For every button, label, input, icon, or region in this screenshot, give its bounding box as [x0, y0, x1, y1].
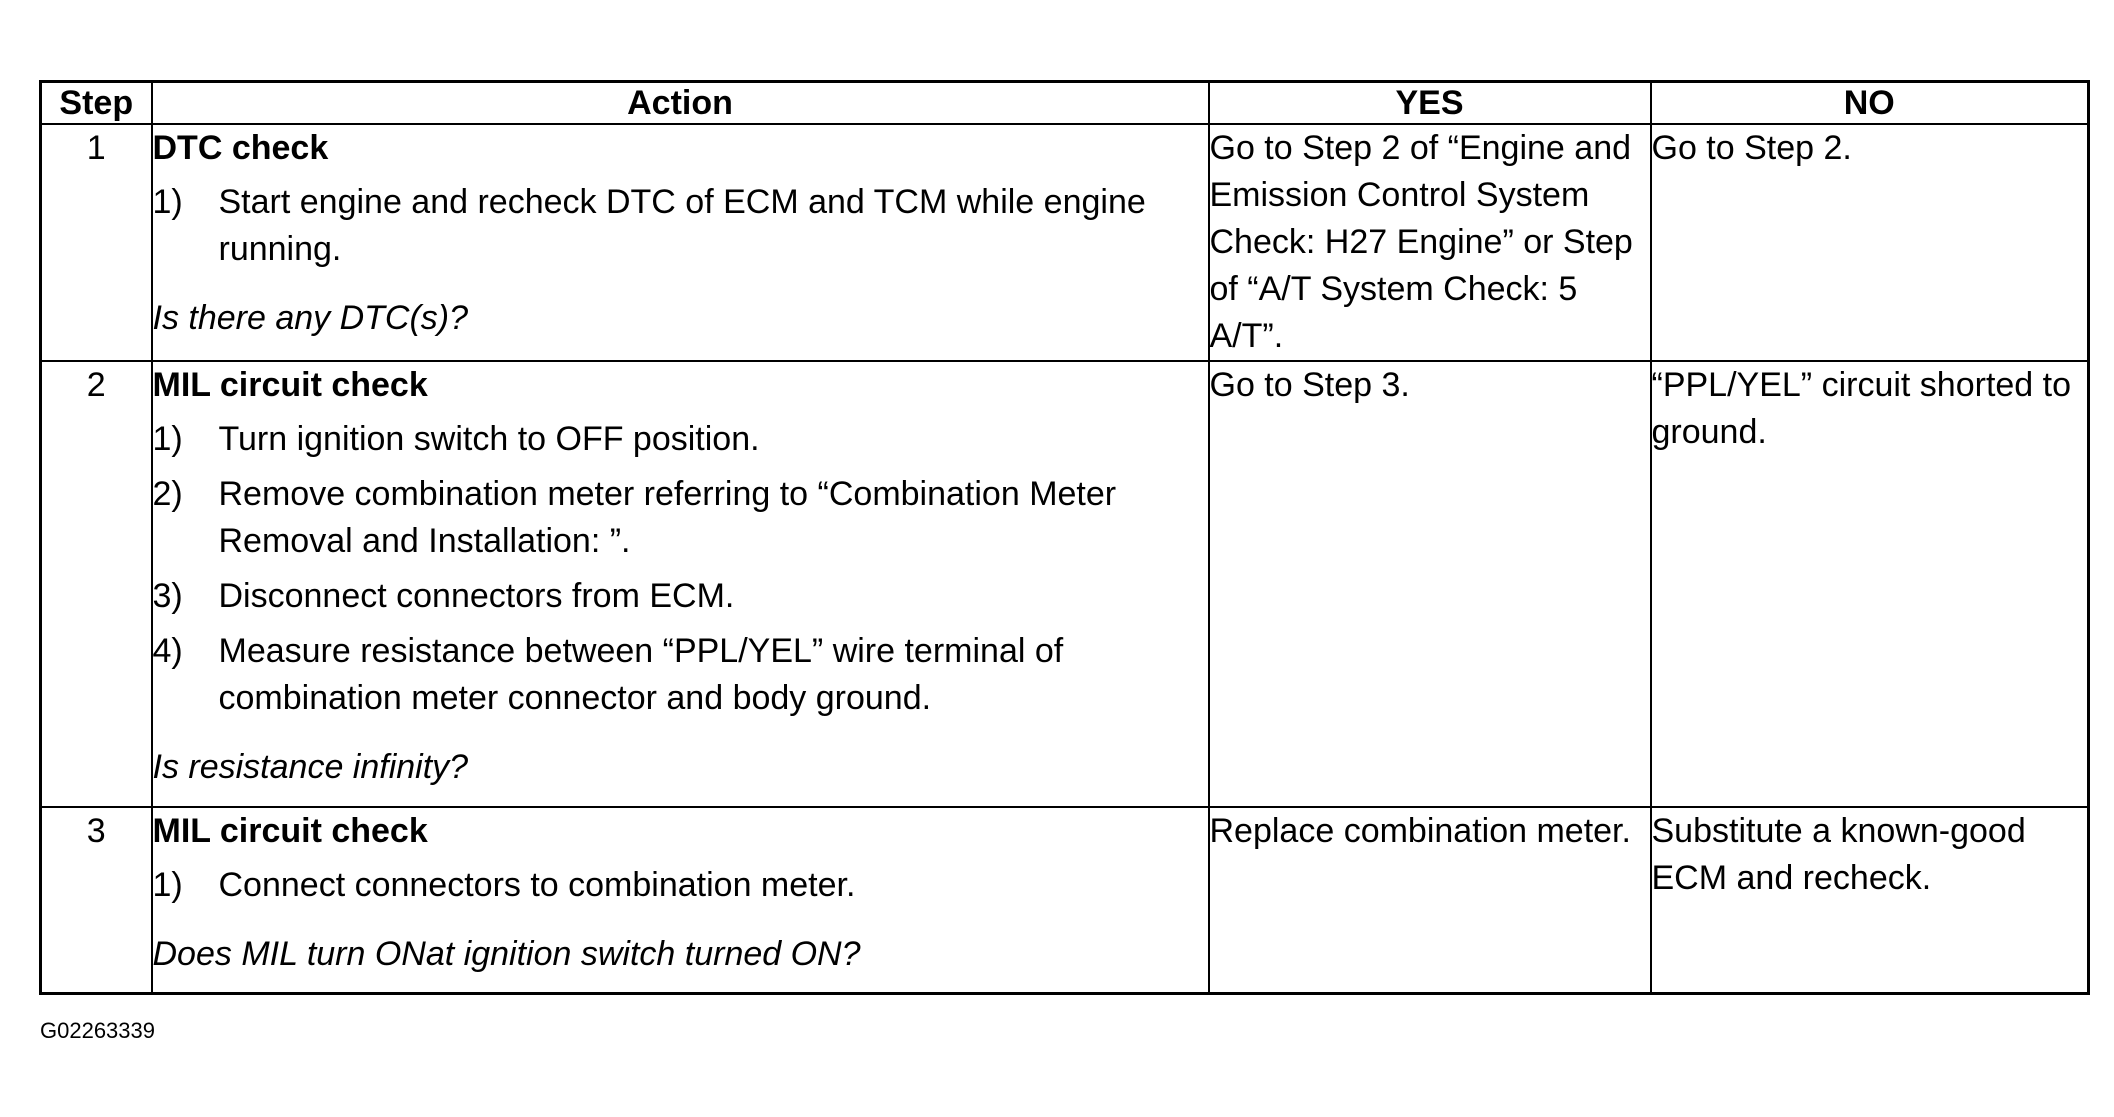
- substep-number: 4): [152, 632, 183, 670]
- substep-number: 2): [152, 475, 183, 513]
- table-row: [41, 124, 2089, 361]
- step-number: 2: [41, 361, 152, 807]
- yes-cell: Replace combination meter.: [1209, 807, 1651, 994]
- no-cell: “PPL/YEL” circuit shorted to ground.: [1651, 361, 2089, 807]
- diagnostic-table: [39, 80, 2090, 995]
- action-cell: [152, 124, 1209, 361]
- yes-cell: Go to Step 3.: [1209, 361, 1651, 807]
- step-question: Does MIL turn ONat ignition switch turned ON?: [152, 935, 861, 973]
- table-row: [41, 807, 2089, 994]
- substep-number: 1): [152, 420, 183, 458]
- substep-number: 1): [152, 183, 183, 221]
- action-cell: [152, 807, 1209, 994]
- action-cell: [152, 361, 1209, 807]
- step-number: 1: [41, 124, 152, 361]
- header-yes: YES: [1209, 82, 1651, 125]
- substep-number: 3): [152, 577, 183, 615]
- yes-cell: Go to Step 2 of “Engine and Emission Control System Check: H27 Engine” or Step of “A/T System Check: 5 A/T”.: [1209, 124, 1651, 361]
- substep-text: Connect connectors to combination meter.: [218, 866, 856, 904]
- figure-code: G02263339: [40, 1018, 155, 1043]
- step-title: MIL circuit check: [152, 812, 428, 850]
- header-no: NO: [1651, 82, 2089, 125]
- substep-text: Turn ignition switch to OFF position.: [218, 420, 760, 458]
- no-cell: Substitute a known-good ECM and recheck.: [1651, 807, 2089, 994]
- substep: [153, 862, 1208, 909]
- table-row: [41, 361, 2089, 807]
- header-step: Step: [41, 82, 152, 125]
- step-number: 3: [41, 807, 152, 994]
- substep: [153, 179, 1208, 273]
- substep: [153, 471, 1208, 565]
- substep: [153, 573, 1208, 620]
- substep-text: Measure resistance between “PPL/YEL” wire terminal of combination meter connector and body ground.: [218, 632, 1064, 717]
- step-title: DTC check: [152, 129, 329, 167]
- substep-number: 1): [152, 866, 183, 904]
- step-question: Is resistance infinity?: [152, 748, 469, 786]
- header-row: [41, 82, 2089, 125]
- substep: [153, 416, 1208, 463]
- step-question: Is there any DTC(s)?: [152, 299, 469, 337]
- substep-text: Disconnect connectors from ECM.: [218, 577, 735, 615]
- step-title: MIL circuit check: [152, 366, 428, 404]
- substep-text: Remove combination meter referring to “Combination Meter Removal and Installation: ”.: [218, 475, 1117, 560]
- header-action: Action: [152, 82, 1209, 125]
- substep: [153, 628, 1208, 722]
- substep-text: Start engine and recheck DTC of ECM and TCM while engine running.: [218, 183, 1146, 268]
- no-cell: Go to Step 2.: [1651, 124, 2089, 361]
